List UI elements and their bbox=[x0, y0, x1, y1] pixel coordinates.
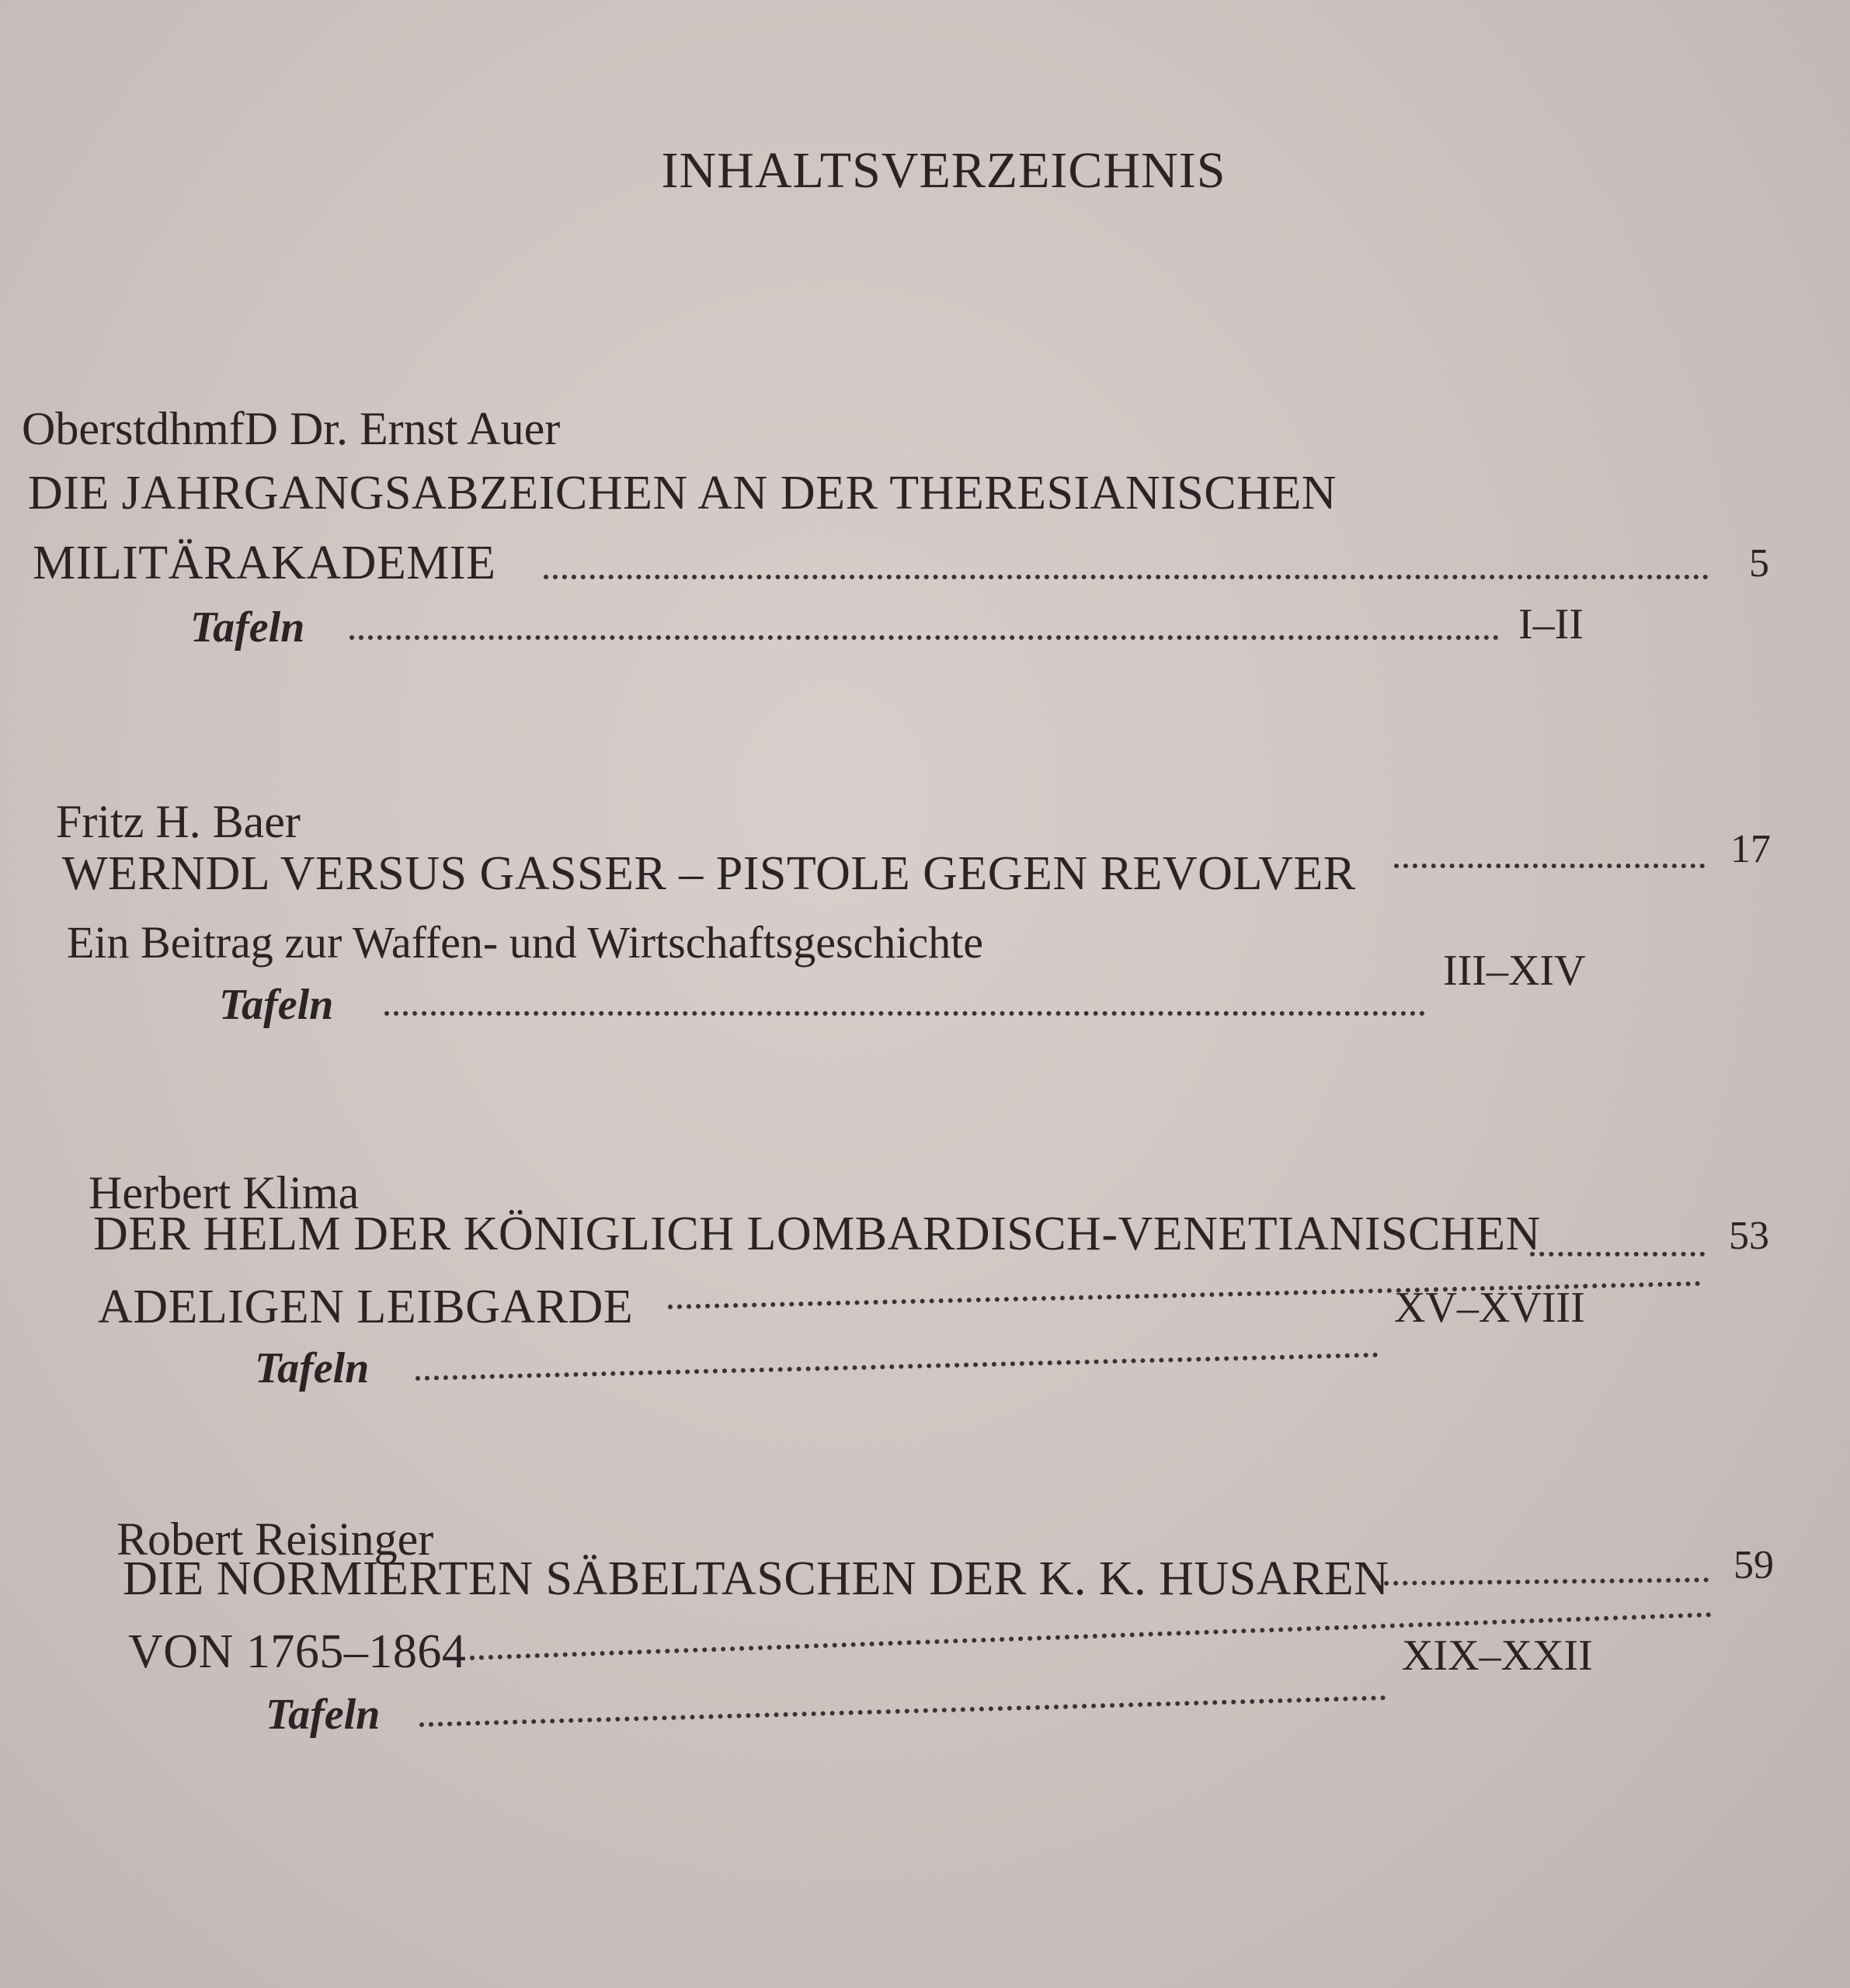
entry-plates-label: Tafeln bbox=[219, 981, 334, 1029]
entry-title-line-2: VON 1765–1864 bbox=[128, 1625, 467, 1678]
entry-plates-label: Tafeln bbox=[190, 603, 305, 652]
entry-plates-range: I–II bbox=[1518, 600, 1584, 648]
entry-title-line-1: DER HELM DER KÖNIGLICH LOMBARDISCH-VENETIANISCHEN bbox=[93, 1208, 1541, 1260]
entry-title-line-2: ADELIGEN LEIBGARDE bbox=[98, 1281, 634, 1333]
entry-plates-range: XV–XVIII bbox=[1394, 1284, 1585, 1332]
entry-plates-range: III–XIV bbox=[1443, 947, 1586, 995]
dot-leader bbox=[1394, 864, 1705, 868]
entry-page-number: 59 bbox=[1734, 1543, 1774, 1587]
entry-title-line-2: MILITÄRAKADEMIE bbox=[33, 537, 496, 589]
entry-title-line-1: WERNDL VERSUS GASSER – PISTOLE GEGEN REVOLVER bbox=[62, 847, 1356, 900]
dot-leader bbox=[1530, 1252, 1705, 1256]
entry-plates-label: Tafeln bbox=[255, 1344, 370, 1392]
dot-leader bbox=[544, 575, 1709, 579]
dot-leader bbox=[419, 1695, 1386, 1727]
entry-page-number: 53 bbox=[1729, 1214, 1769, 1258]
entry-page-number: 17 bbox=[1730, 827, 1771, 871]
entry-title-line-1: DIE JAHRGANGSABZEICHEN AN DER THERESIANISCHEN bbox=[28, 467, 1337, 520]
page-heading: INHALTSVERZEICHNIS bbox=[661, 142, 1226, 199]
entry-author: Robert Reisinger bbox=[116, 1514, 434, 1565]
dot-leader bbox=[349, 635, 1499, 640]
entry-title-line-1: DIE NORMIERTEN SÄBELTASCHEN DER K. K. HUSAREN bbox=[123, 1552, 1389, 1605]
dot-leader bbox=[416, 1353, 1379, 1381]
entry-author: Herbert Klima bbox=[89, 1167, 360, 1218]
entry-plates-range: XIX–XXII bbox=[1402, 1632, 1593, 1680]
entry-plates-label: Tafeln bbox=[266, 1691, 381, 1739]
entry-subtitle: Ein Beitrag zur Waffen- und Wirtschaftsgeschichte bbox=[67, 917, 983, 968]
entry-author: OberstdhmfD Dr. Ernst Auer bbox=[22, 403, 561, 454]
entry-author: Fritz H. Baer bbox=[56, 796, 301, 847]
entry-page-number: 5 bbox=[1749, 541, 1769, 586]
dot-leader bbox=[384, 1011, 1425, 1016]
dot-leader bbox=[1375, 1577, 1709, 1586]
